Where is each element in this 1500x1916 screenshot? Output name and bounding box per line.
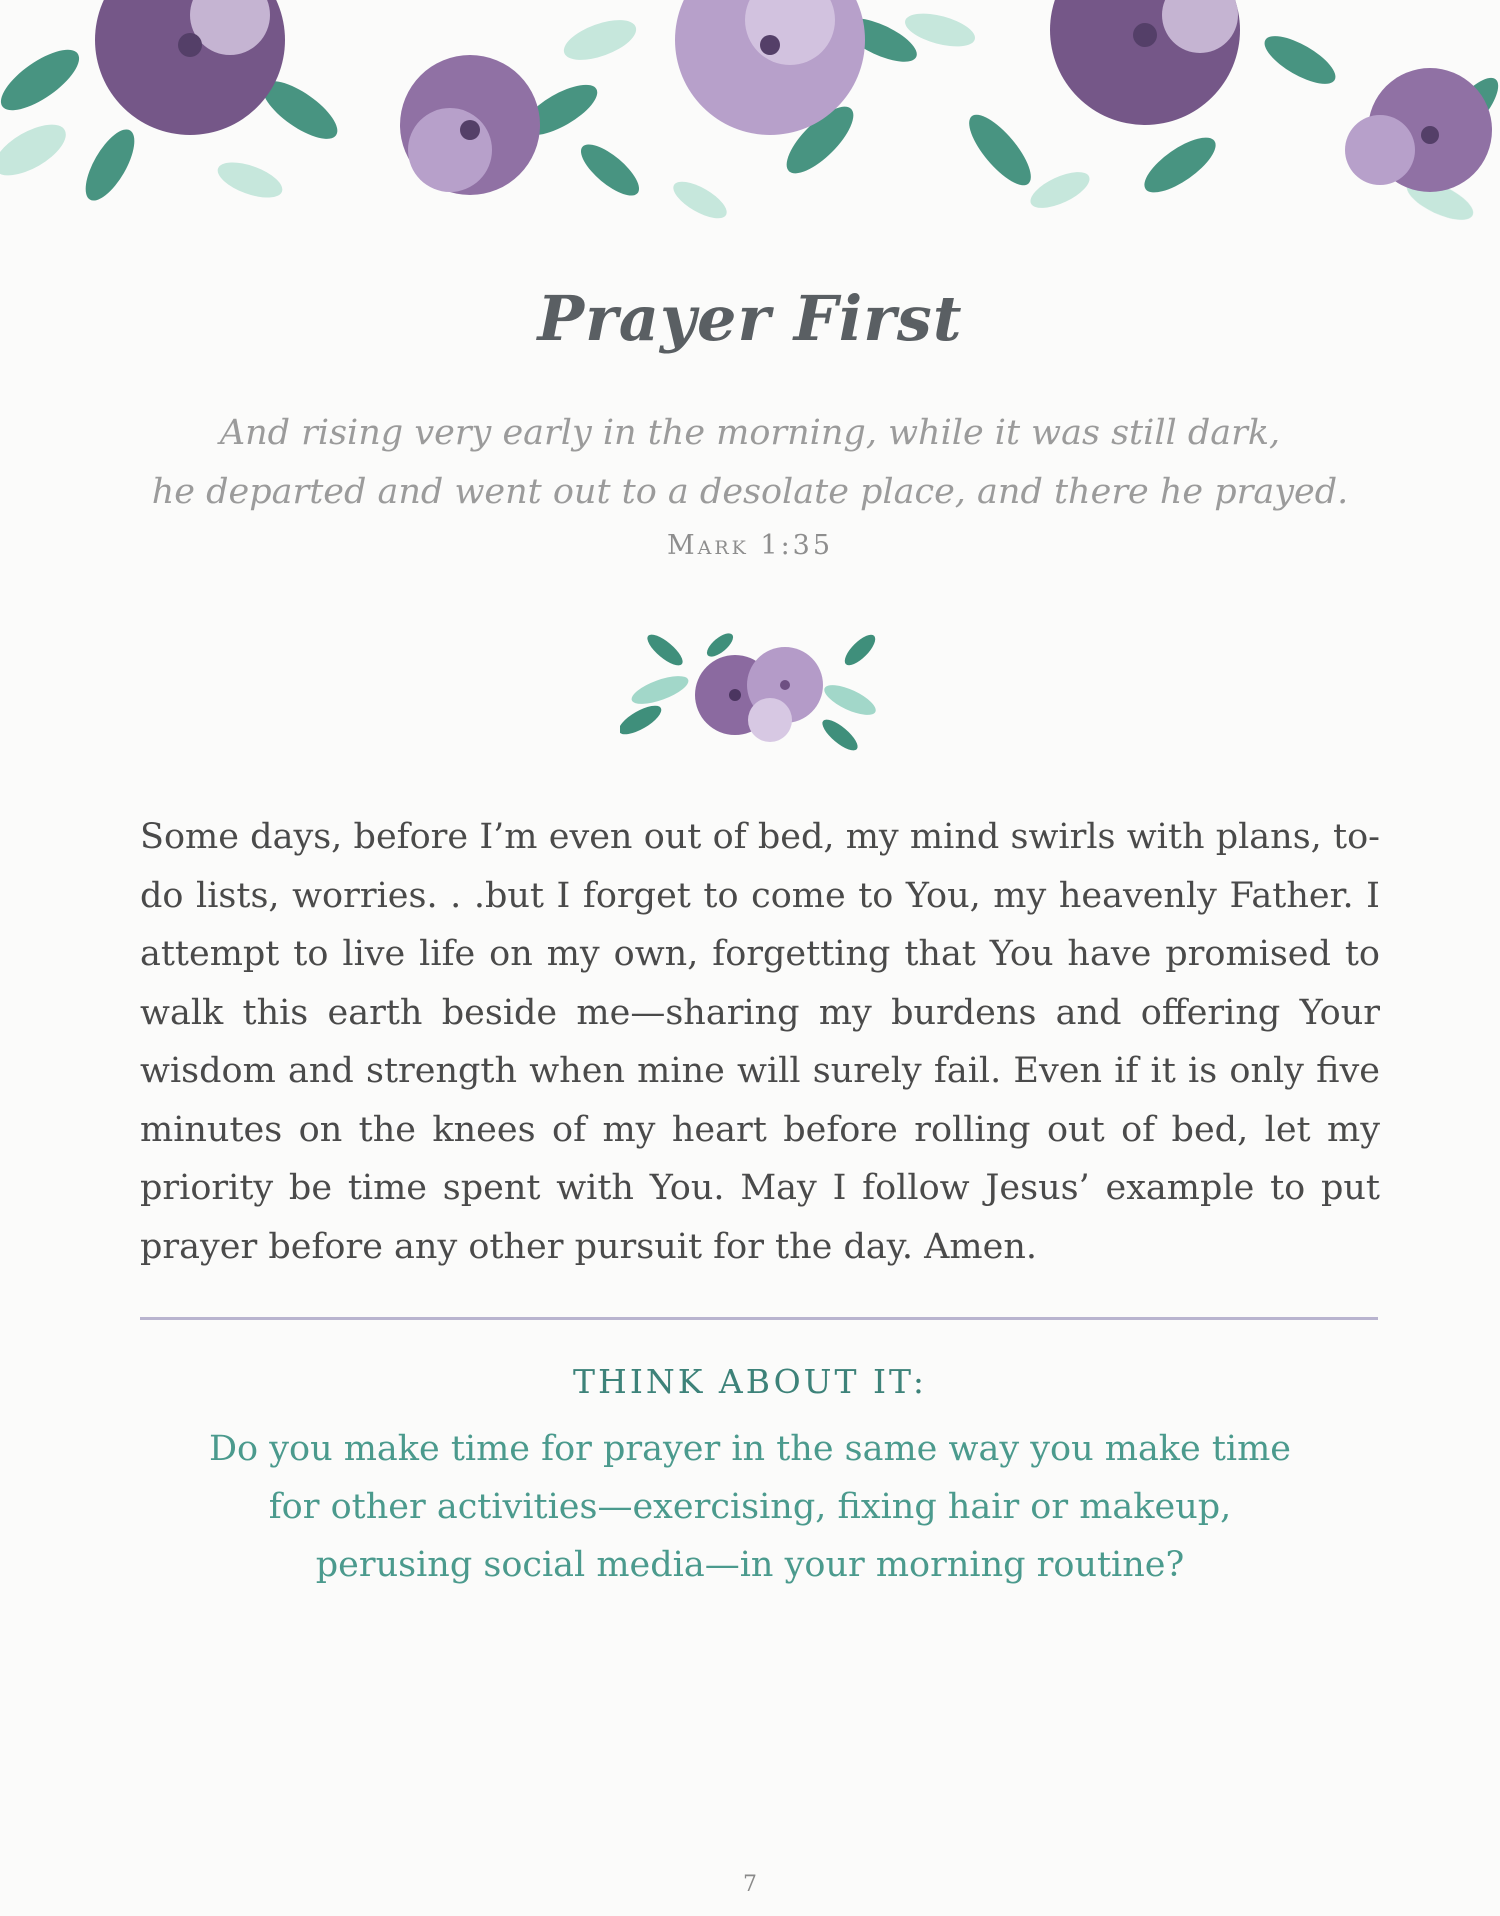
verse-line-2: he departed and went out to a desolate place, and there he prayed.	[151, 472, 1349, 512]
page-title: Prayer First	[537, 282, 963, 355]
devotional-body-text: Some days, before I’m even out of bed, my mind swirls with plans, to-do lists, worries. . .but I forget to come to You, my heavenly Father. I attempt to live life on my own, forgetting that You have promised to walk this earth beside me—sharing my burdens and offering Your wisdom and strength when mine will surely fail. Even if it is only five minutes on the knees of my heart before rolling out of bed, let my priority be time spent with You. May I follow Jesus’ example to put prayer before any other pursuit for the day. Amen.	[140, 817, 1380, 1267]
think-about-it-question: Do you make time for prayer in the same way you make time for other activities—exercising, fixing hair or makeup, perusing social media—in your morning routine?	[208, 1429, 1292, 1585]
scripture-verse	[120, 404, 1380, 522]
verse-line-1: And rising very early in the morning, while it was still dark,	[219, 413, 1281, 453]
verse-reference: Mark 1:35	[666, 530, 834, 561]
think-about-it-heading: THINK ABOUT IT:	[573, 1362, 927, 1401]
floral-ornament-icon	[620, 610, 890, 760]
section-divider	[140, 1317, 1378, 1320]
page-number: 7	[743, 1872, 757, 1897]
floral-border-illustration	[0, 0, 1500, 240]
